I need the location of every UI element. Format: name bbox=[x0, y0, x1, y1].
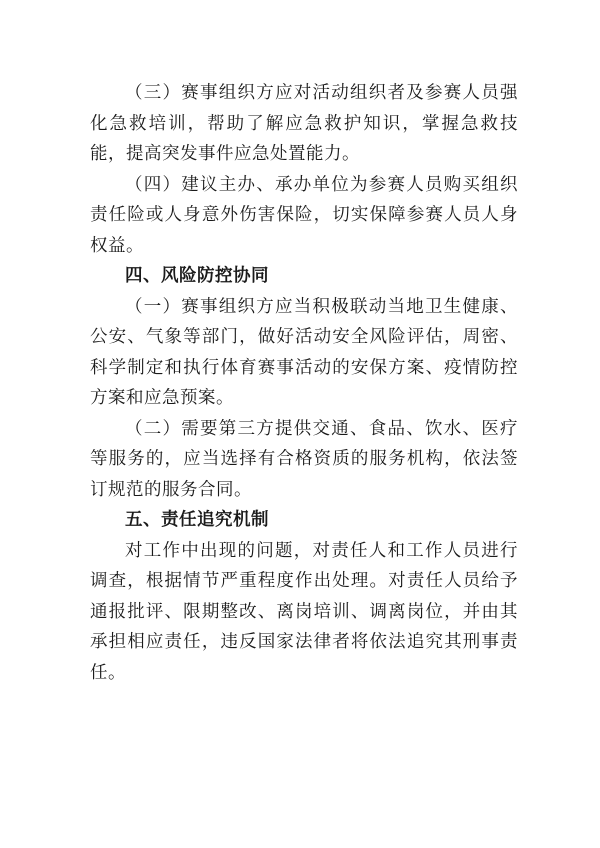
paragraph-department-coordination: （一）赛事组织方应当积极联动当地卫生健康、公安、气象等部门，做好活动安全风险评估，周密、科学制定和执行体育赛事活动的安保方案、疫情防控方案和应急预案。 bbox=[90, 296, 518, 408]
document-page bbox=[90, 78, 518, 688]
paragraph-emergency-training: （三）赛事组织方应对活动组织者及参赛人员强化急救培训，帮助了解应急救护知识，掌握急救技能，提高突发事件应急处置能力。 bbox=[90, 83, 518, 164]
paragraph-third-party-services: （二）需要第三方提供交通、食品、饮水、医疗等服务的，应当选择有合格资质的服务机构，依法签订规范的服务合同。 bbox=[90, 418, 518, 500]
paragraph-accountability: 对工作中出现的问题，对责任人和工作人员进行调查，根据情节严重程度作出处理。对责任人员给予通报批评、限期整改、离岗培训、调离岗位，并由其承担相应责任，违反国家法律者将依法追究其刑事责任。 bbox=[90, 540, 518, 683]
heading-accountability: 五、责任追究机制 bbox=[125, 510, 269, 530]
heading-risk-prevention: 四、风险防控协同 bbox=[125, 266, 269, 286]
paragraph-insurance: （四）建议主办、承办单位为参赛人员购买组织责任险或人身意外伤害保险，切实保障参赛人员人身权益。 bbox=[90, 174, 518, 256]
